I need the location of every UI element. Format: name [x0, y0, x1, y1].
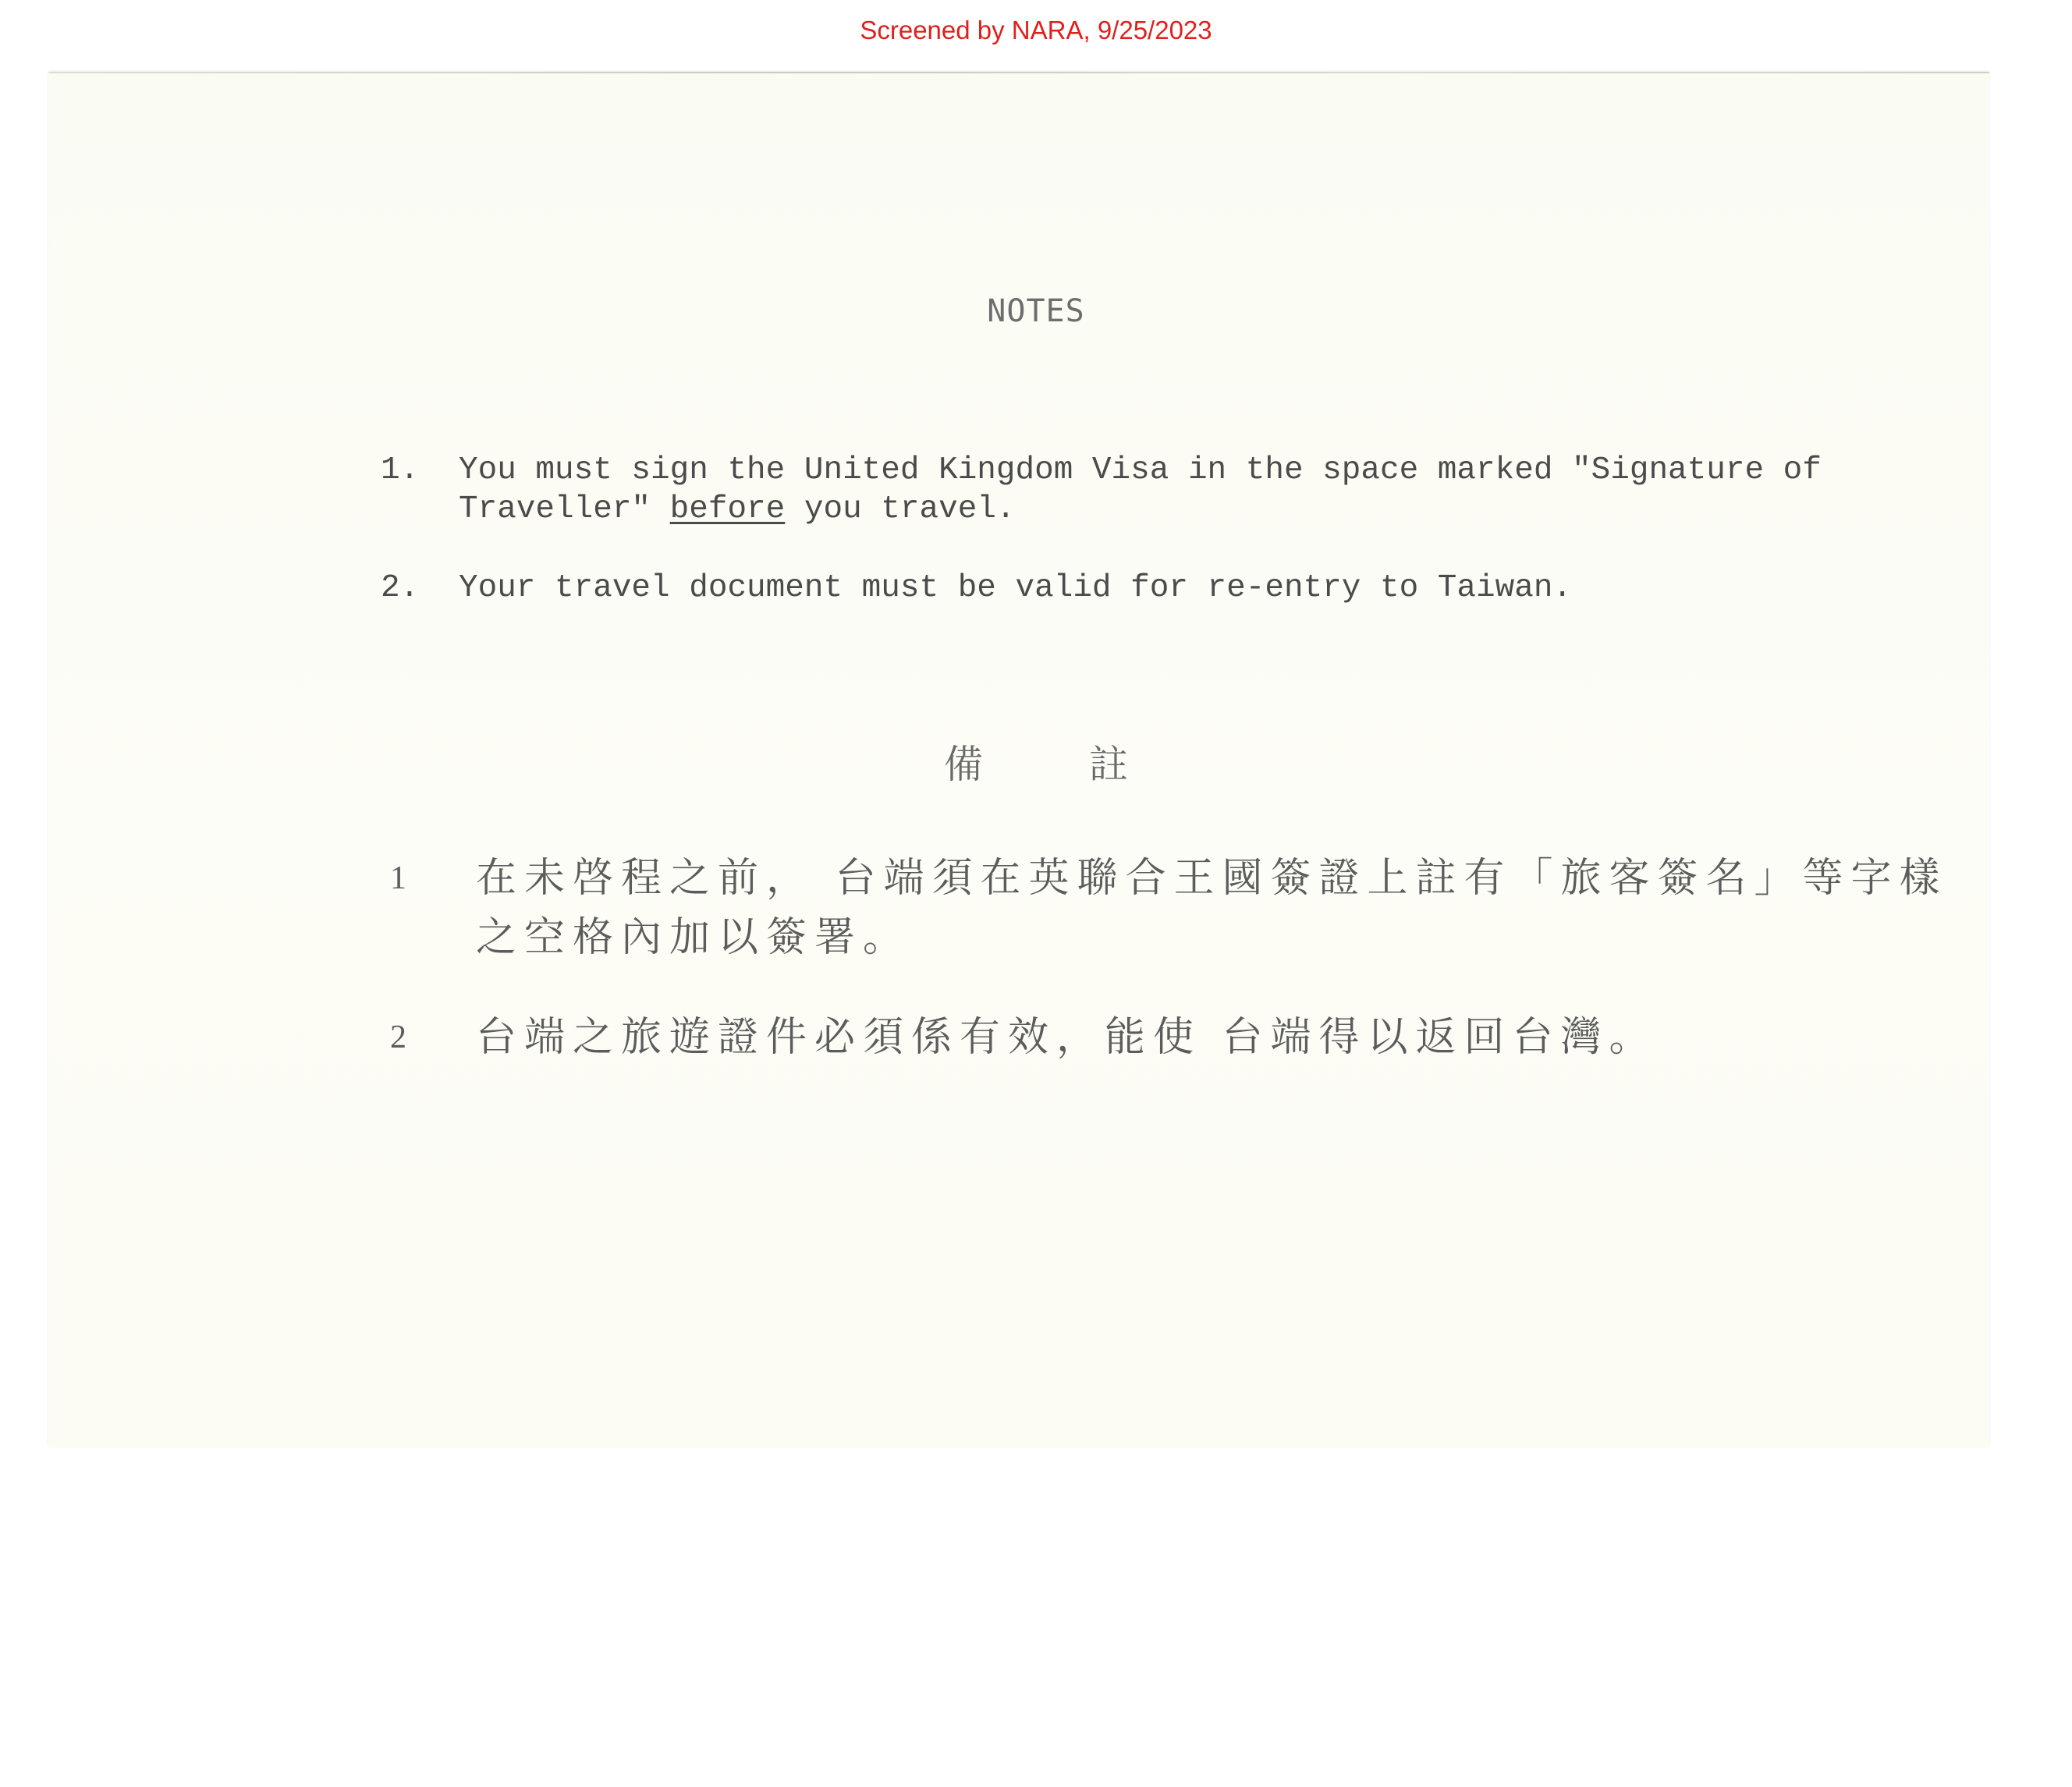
- note-number: 1: [390, 860, 406, 896]
- note-line-1: You must sign the United Kingdom Visa in the space marked "Signature of: [459, 452, 1822, 488]
- note-text: 在未啓程之前， 台端須在英聯合王國簽證上註有「旅客簽名」等字樣之空格內加以簽署。: [476, 855, 1948, 961]
- note-line-2-start: Traveller": [459, 491, 670, 527]
- note-number: 1.: [381, 452, 420, 488]
- notes-heading: NOTES: [987, 293, 1085, 329]
- note-text: Your travel document must be valid for re-entry to Taiwan.: [459, 570, 1573, 606]
- note-text: 台端之旅遊證件必須係有效，能使 台端得以返回台灣。: [476, 1014, 1658, 1061]
- note-text: [459, 451, 1822, 529]
- english-note-1: [381, 451, 1863, 537]
- chinese-note-1: [390, 849, 2028, 973]
- english-note-2: [381, 569, 1863, 615]
- emphasis-before: before: [669, 491, 786, 527]
- chinese-notes-heading: 備 註: [944, 742, 1175, 787]
- screening-stamp: Screened by NARA, 9/25/2023: [860, 16, 1212, 44]
- note-line-2-end: you travel.: [785, 491, 1016, 527]
- chinese-note-2: [390, 1008, 2028, 1070]
- note-number: 2: [390, 1019, 406, 1055]
- note-number: 2.: [381, 570, 420, 606]
